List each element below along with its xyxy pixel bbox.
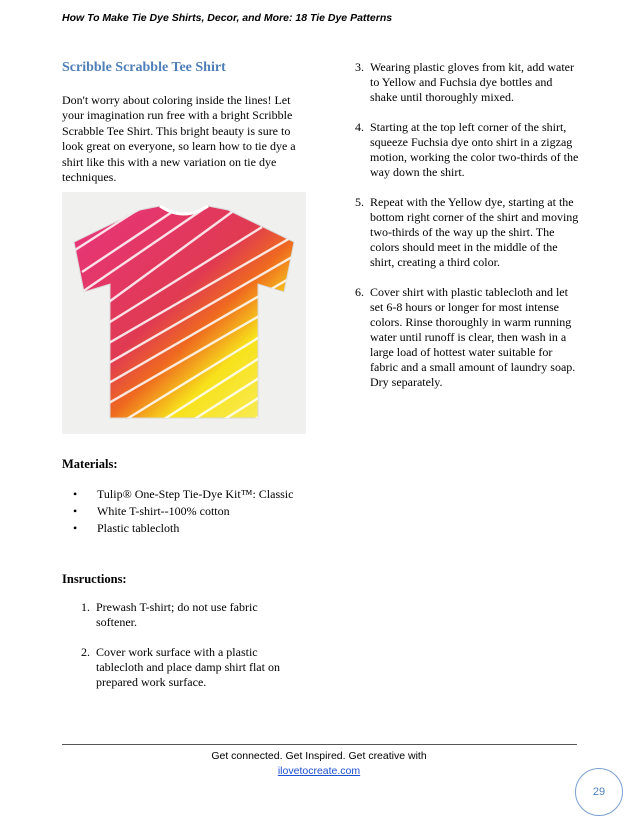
list-item: • Plastic tablecloth: [62, 521, 302, 536]
step-text: Wearing plastic gloves from kit, add water to Yellow and Fuchsia dye bottles and shake until thoroughly mixed.: [370, 60, 574, 104]
step-number: 6.: [355, 285, 364, 299]
page-number-badge: [575, 768, 623, 816]
step-item: [336, 195, 580, 270]
step-number: 5.: [355, 195, 364, 209]
steps-list-right: [336, 60, 580, 405]
page-number: 29: [592, 786, 606, 798]
step-text: Starting at the top left corner of the shirt, squeeze Fuchsia dye onto shirt in a zigzag motion, working the color two-thirds of the way down the shirt.: [370, 120, 579, 179]
step-number: 2.: [81, 645, 90, 659]
step-number: 3.: [355, 60, 364, 74]
list-item: • Tulip® One-Step Tie-Dye Kit™: Classic: [62, 487, 302, 502]
step-item: [62, 645, 292, 690]
step-item: [336, 60, 580, 105]
running-header: How To Make Tie Dye Shirts, Decor, and More: 18 Tie Dye Patterns: [62, 12, 393, 24]
article-intro: Don't worry about coloring inside the lines! Let your imagination run free with a bright Scribble Scrabble Tee Shirt. This bright beauty is sure to look great on everyone, so learn how to tie dye a shirt like this with a new variation on tie dye techniques.: [62, 93, 296, 185]
instructions-heading: Insructions:: [62, 572, 127, 586]
step-number: 1.: [81, 600, 90, 614]
footer-link[interactable]: ilovetocreate.com: [277, 765, 361, 777]
step-item: [336, 285, 580, 390]
list-item: • White T-shirt--100% cotton: [62, 504, 302, 519]
footer: [0, 749, 638, 779]
article-title: Scribble Scrabble Tee Shirt: [62, 60, 226, 75]
steps-list-left: [62, 600, 292, 705]
tshirt-photo: [62, 192, 306, 434]
step-text: Repeat with the Yellow dye, starting at the bottom right corner of the shirt and moving two-thirds of the way up the shirt. The colors should meet in the middle of the shirt, creating a third color.: [370, 195, 579, 269]
step-text: Prewash T-shirt; do not use fabric softener.: [96, 600, 258, 629]
step-text: Cover work surface with a plastic tablecloth and place damp shirt flat on prepared work surface.: [96, 645, 280, 689]
tshirt-image: [62, 192, 306, 434]
materials-heading: Materials:: [62, 457, 118, 471]
step-text: Cover shirt with plastic tablecloth and let set 6-8 hours or longer for most intense colors. Rinse thoroughly in warm running water until runoff is clear, then wash in a large load of hottest water suitable for fabric and a small amount of laundry soap. Dry separately.: [370, 285, 576, 389]
step-number: 4.: [355, 120, 364, 134]
materials-list: [62, 487, 302, 538]
footer-divider: [62, 744, 577, 745]
step-item: [336, 120, 580, 180]
footer-tagline: Get connected. Get Inspired. Get creative with: [211, 750, 427, 762]
step-item: [62, 600, 292, 630]
